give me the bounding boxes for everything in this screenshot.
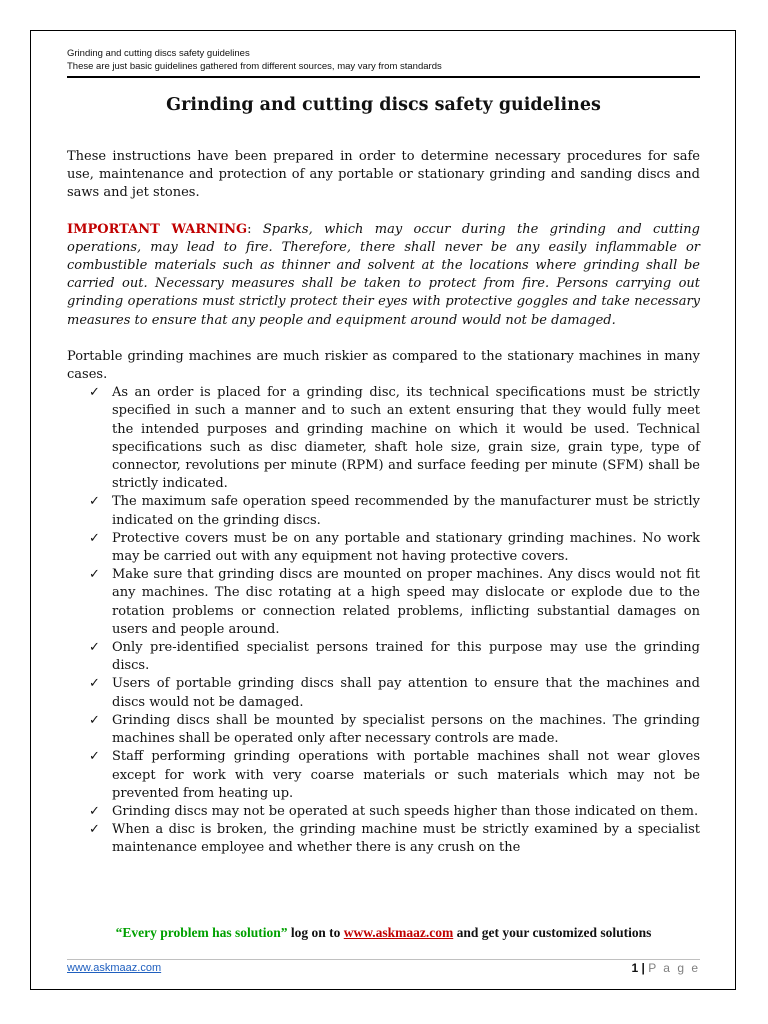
document-body [67, 148, 700, 858]
checkmark-icon: ✓ [89, 822, 100, 838]
promo-post-link: and get your customized solutions [456, 925, 652, 940]
checkmark-icon: ✓ [89, 494, 100, 510]
list-item [67, 493, 700, 529]
intro-paragraph: These instructions have been prepared in order to determine necessary procedures for safe use, maintenance and protection of any portable or stationary grinding and sanding discs and saws and jet stones. [67, 149, 700, 201]
checkmark-icon: ✓ [89, 712, 100, 728]
warning-label: IMPORTANT WARNING [67, 221, 248, 237]
warning-colon: : [247, 221, 252, 237]
list-item-text: The maximum safe operation speed recommended by the manufacturer must be strictly indicated on the grinding discs. [112, 494, 700, 528]
page-number [631, 961, 700, 975]
checkmark-icon: ✓ [89, 803, 100, 819]
list-item-text: Protective covers must be on any portable and stationary grinding machines. No work may be carried out with any equipment not having protective covers. [112, 530, 700, 565]
list-item [67, 712, 700, 748]
header-title: Grinding and cutting discs safety guidelines [67, 48, 250, 59]
list-item [67, 566, 700, 639]
list-item [67, 675, 700, 711]
checkmark-icon: ✓ [89, 530, 100, 546]
warning-paragraph [67, 221, 700, 330]
warning-text: Sparks, which may occur during the grinding and cutting operations, may lead to fire. Therefore, there shall never be any easily inflammable or combustible materials such as thinner and solvent at the locations where grinding shall be carried out. Necessary measures shall be taken to protect from fire. Persons carrying out grinding operations must strictly protect their eyes with protective goggles and take necessary measures to ensure that any people and equipment around would not be damaged. [67, 221, 700, 328]
page-word: P a g e [648, 961, 700, 975]
list-item-text: Make sure that grinding discs are mounted on proper machines. Any discs would not fit any machines. The disc rotating at a high speed may dislocate or explode due to the rotation problems or connection related problems, inflicting substantial damages on users and people around. [112, 567, 700, 637]
footer-rule [67, 959, 700, 960]
list-item-text: When a disc is broken, the grinding machine must be strictly examined by a specialist maintenance employee and whether there is any crush on the [112, 822, 700, 856]
header-subtitle: These are just basic guidelines gathered from different sources, may vary from standards [67, 61, 442, 72]
header-rule [67, 76, 700, 78]
checkmark-icon: ✓ [89, 385, 100, 401]
list-item [67, 384, 700, 493]
promo-pre-link: log on to [290, 925, 341, 940]
list-item-text: Grinding discs shall be mounted by specialist persons on the machines. The grinding machines shall be operated only after necessary controls are made. [112, 712, 700, 747]
list-item [67, 803, 700, 821]
checkmark-icon: ✓ [89, 749, 100, 765]
running-header [67, 47, 700, 73]
checkmark-icon: ✓ [89, 567, 100, 583]
promo-quote: “Every problem has solution” [115, 925, 288, 940]
promo-banner [67, 925, 700, 941]
list-item [67, 821, 700, 857]
list-item-text: Only pre-identified specialist persons trained for this purpose may use the grinding discs. [112, 640, 700, 674]
portable-intro: Portable grinding machines are much riskier as compared to the stationary machines in many cases. [67, 348, 700, 383]
list-item [67, 748, 700, 803]
checkmark-icon: ✓ [89, 640, 100, 656]
footer-website-link[interactable]: www.askmaaz.com [67, 962, 162, 974]
document-title: Grinding and cutting discs safety guidelines [166, 95, 601, 115]
list-item [67, 639, 700, 675]
list-item-text: Grinding discs may not be operated at such speeds higher than those indicated on them. [112, 803, 699, 819]
checkmark-icon: ✓ [89, 676, 100, 692]
list-item-text: As an order is placed for a grinding disc, its technical specifications must be strictly specified in such a manner and to such an extent ensuring that they would fully meet the intended purposes and grinding machine on which it would be used. Technical specifications such as disc diameter, shaft hole size, grain size, grain type, type of connector, revolutions per minute (RPM) and surface feeding per minute (SFM) shall be strictly indicated. [112, 385, 700, 492]
list-item-text: Staff performing grinding operations with portable machines shall not wear gloves except for work with very coarse materials or such materials which may not be prevented from heating up. [112, 749, 700, 801]
safety-checklist [67, 384, 700, 857]
list-item [67, 530, 700, 566]
page-separator: | [641, 961, 645, 975]
promo-website-link[interactable]: www.askmaaz.com [343, 925, 454, 940]
page-number-value: 1 [631, 961, 639, 975]
list-item-text: Users of portable grinding discs shall pay attention to ensure that the machines and discs would not be damaged. [112, 676, 700, 710]
